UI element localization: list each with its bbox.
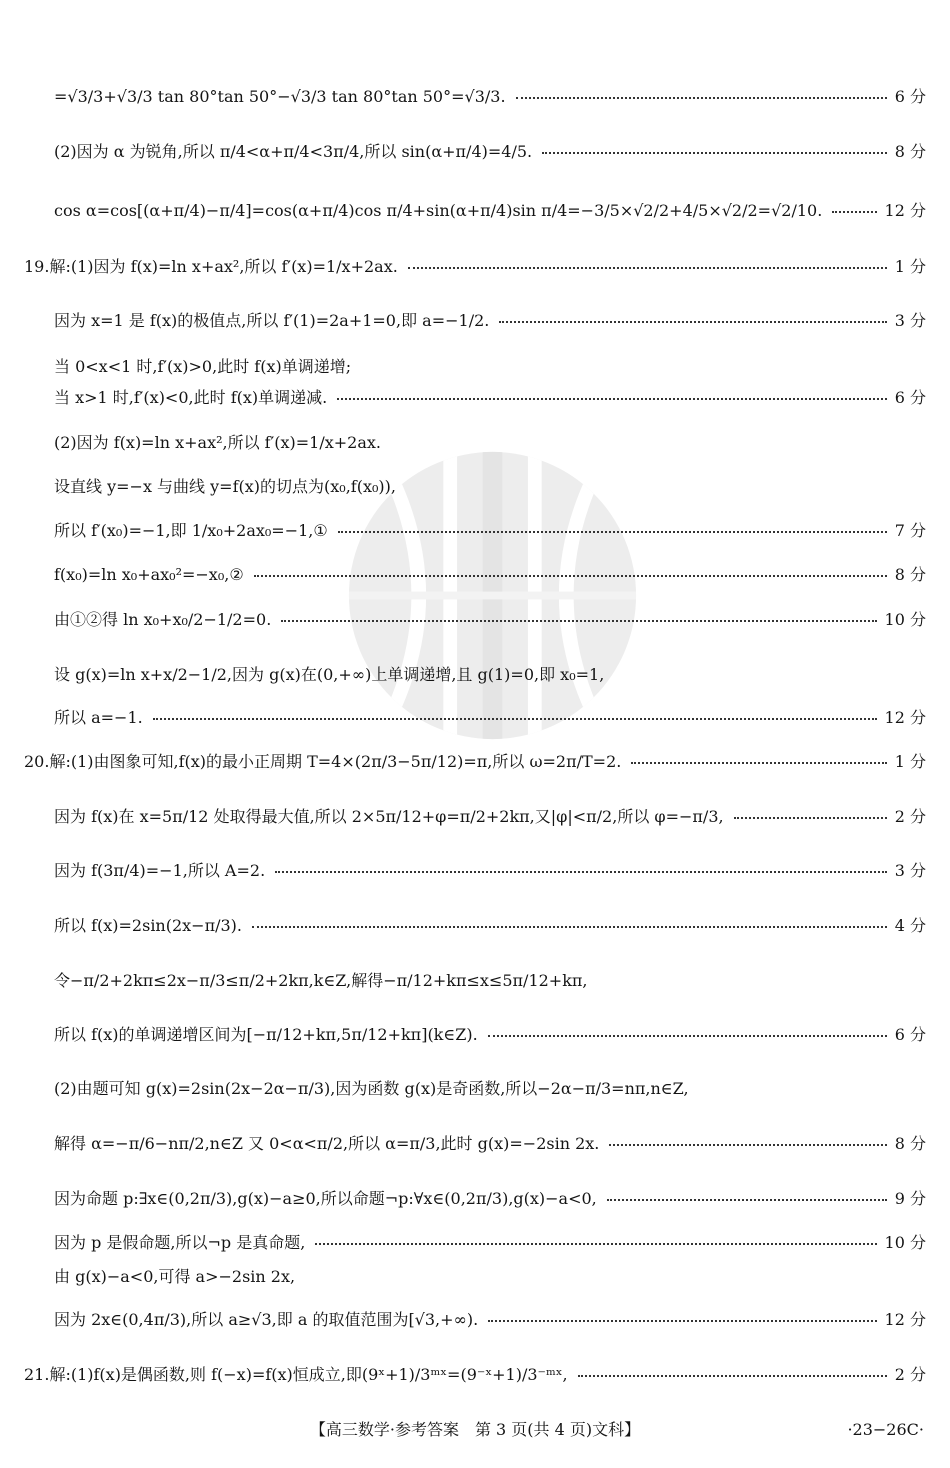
line-text: 所以 f′(x₀)=−1,即 1/x₀+2ax₀=−1,① xyxy=(54,521,328,540)
answer-line xyxy=(0,660,950,690)
line-text: =√3/3+√3/3 tan 80°tan 50°−√3/3 tan 80°tan 50°=√3/3. xyxy=(54,87,506,106)
line-text: 因为 f(3π/4)=−1,所以 A=2. xyxy=(54,861,266,880)
line-text: 20.解:(1)由图象可知,f(x)的最小正周期 T=4×(2π/3−5π/12)=π,所以 ω=2π/T=2. xyxy=(24,752,622,771)
score-label: 2 分 xyxy=(894,807,926,826)
line-text: 所以 a=−1. xyxy=(54,708,143,727)
answer-line xyxy=(0,352,950,382)
line-text: (2)因为 f(x)=ln x+ax²,所以 f′(x)=1/x+2ax. xyxy=(54,433,381,452)
answer-line xyxy=(0,252,950,282)
answer-line xyxy=(0,383,950,413)
line-text: 因为 f(x)在 x=5π/12 处取得最大值,所以 2×5π/12+φ=π/2+2kπ,又|φ|<π/2,所以 φ=−π/3, xyxy=(54,807,724,826)
line-text: 因为命题 p:∃x∈(0,2π/3),g(x)−a≥0,所以命题¬p:∀x∈(0,2π/3),g(x)−a<0, xyxy=(54,1189,597,1208)
footer-code: ·23−26C· xyxy=(847,1420,924,1439)
dot-leader xyxy=(607,1199,887,1201)
line-text: 由 g(x)−a<0,可得 a>−2sin 2x, xyxy=(54,1267,296,1286)
line-text: 当 x>1 时,f′(x)<0,此时 f(x)单调递减. xyxy=(54,388,328,407)
score-label: 3 分 xyxy=(894,311,926,330)
line-text: 当 0<x<1 时,f′(x)>0,此时 f(x)单调递增; xyxy=(54,357,352,376)
dot-leader xyxy=(832,211,877,213)
line-text: 所以 f(x)的单调递增区间为[−π/12+kπ,5π/12+kπ](k∈Z). xyxy=(54,1025,478,1044)
line-text: (2)因为 α 为锐角,所以 π/4<α+π/4<3π/4,所以 sin(α+π/4)=4/5. xyxy=(54,142,533,161)
answer-line xyxy=(0,137,950,167)
answer-line xyxy=(0,856,950,886)
score-label: 8 分 xyxy=(894,565,926,584)
score-label: 1 分 xyxy=(894,752,926,771)
dot-leader xyxy=(488,1035,887,1037)
line-text: 设直线 y=−x 与曲线 y=f(x)的切点为(x₀,f(x₀)), xyxy=(54,477,396,496)
line-text: (2)由题可知 g(x)=2sin(2x−2α−π/3),因为函数 g(x)是奇函数,所以−2α−π/3=nπ,n∈Z, xyxy=(54,1079,689,1098)
line-text: 因为 x=1 是 f(x)的极值点,所以 f′(1)=2a+1=0,即 a=−1/2. xyxy=(54,311,490,330)
score-label: 8 分 xyxy=(894,1134,926,1153)
dot-leader xyxy=(337,398,887,400)
score-label: 9 分 xyxy=(894,1189,926,1208)
score-label: 8 分 xyxy=(894,142,926,161)
line-text: 所以 f(x)=2sin(2x−π/3). xyxy=(54,916,243,935)
score-label: 4 分 xyxy=(894,916,926,935)
answer-line xyxy=(0,560,950,590)
score-label: 10 分 xyxy=(884,610,926,629)
dot-leader xyxy=(338,531,887,533)
score-label: 7 分 xyxy=(894,521,926,540)
answer-line xyxy=(0,966,950,996)
dot-leader xyxy=(542,152,887,154)
dot-leader xyxy=(252,926,887,928)
footer-title: 【高三数学·参考答案 第 3 页(共 4 页)文科】 xyxy=(309,1420,641,1439)
page-footer xyxy=(0,1416,950,1444)
dot-leader xyxy=(315,1243,877,1245)
score-label: 12 分 xyxy=(884,1310,926,1329)
answer-line xyxy=(0,1228,950,1258)
line-text: 19.解:(1)因为 f(x)=ln x+ax²,所以 f′(x)=1/x+2ax. xyxy=(24,257,398,276)
answer-line xyxy=(0,1305,950,1335)
answer-line xyxy=(0,1020,950,1050)
dot-leader xyxy=(516,97,887,99)
line-text: 由①②得 ln x₀+x₀/2−1/2=0. xyxy=(54,610,272,629)
dot-leader xyxy=(609,1144,887,1146)
line-text: 21.解:(1)f(x)是偶函数,则 f(−x)=f(x)恒成立,即(9ˣ+1)/3ᵐˣ=(9⁻ˣ+1)/3⁻ᵐˣ, xyxy=(24,1365,568,1384)
score-label: 12 分 xyxy=(884,201,926,220)
line-text: 解得 α=−π/6−nπ/2,n∈Z 又 0<α<π/2,所以 α=π/3,此时 g(x)=−2sin 2x. xyxy=(54,1134,600,1153)
dot-leader xyxy=(153,718,877,720)
dot-leader xyxy=(578,1375,887,1377)
answer-line xyxy=(0,306,950,336)
dot-leader xyxy=(281,620,877,622)
answer-line xyxy=(0,1360,950,1390)
line-text: 因为 2x∈(0,4π/3),所以 a≥√3,即 a 的取值范围为[√3,+∞). xyxy=(54,1310,479,1329)
score-label: 2 分 xyxy=(894,1365,926,1384)
line-text: 令−π/2+2kπ≤2x−π/3≤π/2+2kπ,k∈Z,解得−π/12+kπ≤x≤5π/12+kπ, xyxy=(54,971,588,990)
answer-line xyxy=(0,428,950,458)
dot-leader xyxy=(499,321,887,323)
line-text: f(x₀)=ln x₀+ax₀²=−x₀,② xyxy=(54,565,244,584)
score-label: 6 分 xyxy=(894,87,926,106)
dot-leader xyxy=(734,817,887,819)
answer-line xyxy=(0,82,950,112)
answer-line xyxy=(0,1184,950,1214)
answer-line xyxy=(0,1262,950,1292)
score-label: 12 分 xyxy=(884,708,926,727)
score-label: 1 分 xyxy=(894,257,926,276)
dot-leader xyxy=(488,1320,877,1322)
dot-leader xyxy=(254,575,887,577)
answer-line xyxy=(0,747,950,777)
score-label: 6 分 xyxy=(894,1025,926,1044)
answer-line xyxy=(0,605,950,635)
answer-line xyxy=(0,1129,950,1159)
score-label: 10 分 xyxy=(884,1233,926,1252)
score-label: 6 分 xyxy=(894,388,926,407)
dot-leader xyxy=(275,871,887,873)
answer-line xyxy=(0,911,950,941)
answer-line xyxy=(0,802,950,832)
answer-line xyxy=(0,1074,950,1104)
score-label: 3 分 xyxy=(894,861,926,880)
dot-leader xyxy=(631,762,887,764)
line-text: 因为 p 是假命题,所以¬p 是真命题, xyxy=(54,1233,306,1252)
answer-line xyxy=(0,516,950,546)
line-text: 设 g(x)=ln x+x/2−1/2,因为 g(x)在(0,+∞)上单调递增,且 g(1)=0,即 x₀=1, xyxy=(54,665,605,684)
dot-leader xyxy=(408,267,887,269)
line-text: cos α=cos[(α+π/4)−π/4]=cos(α+π/4)cos π/4+sin(α+π/4)sin π/4=−3/5×√2/2+4/5×√2/2=√2/10. xyxy=(54,201,823,220)
answer-line xyxy=(0,703,950,733)
answer-line xyxy=(0,196,950,226)
answer-line xyxy=(0,472,950,502)
